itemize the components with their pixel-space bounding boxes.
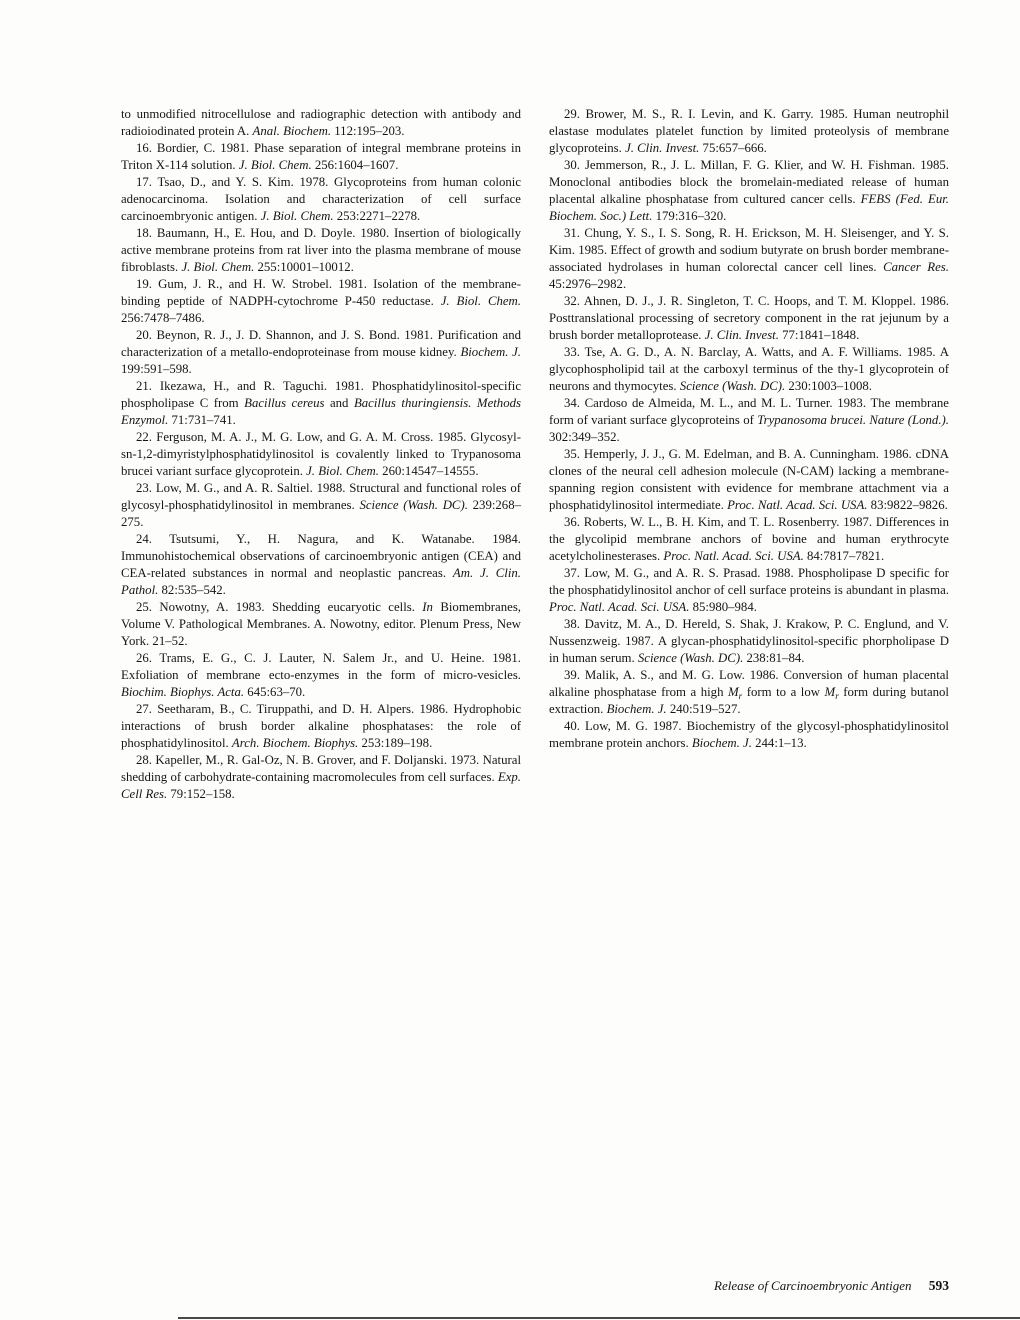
reference-item: 16. Bordier, C. 1981. Phase separation of integral membrane proteins in Triton X-114 solution. J. Biol. Chem. 256:1604–1607. bbox=[121, 141, 521, 172]
reference-item: 17. Tsao, D., and Y. S. Kim. 1978. Glycoproteins from human colonic adenocarcinoma. Isolation and characterization of cell surface carcinoembryonic antigen. J. Biol. Chem. 253:2271–2278. bbox=[121, 175, 521, 223]
left-column bbox=[121, 106, 521, 803]
scan-artifact-line bbox=[178, 1317, 1020, 1319]
reference-item: 36. Roberts, W. L., B. H. Kim, and T. L. Rosenberry. 1987. Differences in the glycolipid membrane anchors of bovine and human erythrocyte acetylcholinesterases. Proc. Natl. Acad. Sci. USA. 84:7817–7821. bbox=[549, 515, 949, 563]
reference-item: 24. Tsutsumi, Y., H. Nagura, and K. Watanabe. 1984. Immunohistochemical observations of carcinoembryonic antigen (CEA) and CEA-related substances in normal and neoplastic pancreas. Am. J. Clin. Pathol. 82:535–542. bbox=[121, 532, 521, 597]
reference-item: 32. Ahnen, D. J., J. R. Singleton, T. C. Hoops, and T. M. Kloppel. 1986. Posttranslational processing of secretory component in the rat jejunum by a brush border metalloprotease. J. Clin. Invest. 77:1841–1848. bbox=[549, 294, 949, 342]
reference-item: 33. Tse, A. G. D., A. N. Barclay, A. Watts, and A. F. Williams. 1985. A glycophospholipid tail at the carboxyl terminus of the thy-1 glycoprotein of neurons and thymocytes. Science (Wash. DC). 230:1003–1008. bbox=[549, 345, 949, 393]
reference-item: 26. Trams, E. G., C. J. Lauter, N. Salem Jr., and U. Heine. 1981. Exfoliation of membrane ecto-enzymes in the form of micro-vesicles. Biochim. Biophys. Acta. 645:63–70. bbox=[121, 651, 521, 699]
reference-item: 38. Davitz, M. A., D. Hereld, S. Shak, J. Krakow, P. C. Englund, and V. Nussenzweig. 1987. A glycan-phosphatidylinositol-specific phorpholipase D in human serum. Science (Wash. DC). 238:81–84. bbox=[549, 617, 949, 665]
reference-item: 37. Low, M. G., and A. R. S. Prasad. 1988. Phospholipase D specific for the phosphatidylinositol anchor of cell surface proteins is abundant in plasma. Proc. Natl. Acad. Sci. USA. 85:980–984. bbox=[549, 566, 949, 614]
reference-item: 22. Ferguson, M. A. J., M. G. Low, and G. A. M. Cross. 1985. Glycosyl-sn-1,2-dimyristylphosphatidylinositol is covalently linked to Trypanosoma brucei variant surface glycoprotein. J. Biol. Chem. 260:14547–14555. bbox=[121, 430, 521, 478]
reference-item: 34. Cardoso de Almeida, M. L., and M. L. Turner. 1983. The membrane form of variant surface glycoproteins of Trypanosoma brucei. Nature (Lond.). 302:349–352. bbox=[549, 396, 949, 444]
reference-item: 29. Brower, M. S., R. I. Levin, and K. Garry. 1985. Human neutrophil elastase modulates platelet function by limited proteolysis of membrane glycoproteins. J. Clin. Invest. 75:657–666. bbox=[549, 107, 949, 155]
reference-item: 31. Chung, Y. S., I. S. Song, R. H. Erickson, M. H. Sleisenger, and Y. S. Kim. 1985. Effect of growth and sodium butyrate on brush border membrane-associated hydrolases in human colorectal cancer cell lines. Cancer Res. 45:2976–2982. bbox=[549, 226, 949, 291]
reference-item: 39. Malik, A. S., and M. G. Low. 1986. Conversion of human placental alkaline phosphatase from a high $M_r$ form to a low $M_r$ form during butanol extraction. Biochem. J. 240:519–527. bbox=[549, 668, 949, 716]
reference-item: 18. Baumann, H., E. Hou, and D. Doyle. 1980. Insertion of biologically active membrane proteins from rat liver into the plasma membrane of mouse fibroblasts. J. Biol. Chem. 255:10001–10012. bbox=[121, 226, 521, 274]
reference-item: 40. Low, M. G. 1987. Biochemistry of the glycosyl-phosphatidylinositol membrane protein anchors. Biochem. J. 244:1–13. bbox=[549, 719, 949, 750]
footer-page-number: 593 bbox=[928, 1278, 949, 1293]
reference-item: 35. Hemperly, J. J., G. M. Edelman, and B. A. Cunningham. 1986. cDNA clones of the neural cell adhesion molecule (N-CAM) lacking a membrane-spanning region consistent with evidence for membrane attachment via a phosphatidylinositol intermediate. Proc. Natl. Acad. Sci. USA. 83:9822–9826. bbox=[549, 447, 949, 512]
running-footer bbox=[714, 1278, 949, 1294]
right-column bbox=[549, 106, 949, 803]
reference-item: 19. Gum, J. R., and H. W. Strobel. 1981. Isolation of the membrane-binding peptide of NADPH-cytochrome P-450 reductase. J. Biol. Chem. 256:7478–7486. bbox=[121, 277, 521, 325]
reference-item: 20. Beynon, R. J., J. D. Shannon, and J. S. Bond. 1981. Purification and characterization of a metallo-endoproteinase from mouse kidney. Biochem. J. 199:591–598. bbox=[121, 328, 521, 376]
reference-item: 27. Seetharam, B., C. Tiruppathi, and D. H. Alpers. 1986. Hydrophobic interactions of brush border alkaline phosphatases: the role of phosphatidylinositol. Arch. Biochem. Biophys. 253:189–198. bbox=[121, 702, 521, 750]
reference-item: 21. Ikezawa, H., and R. Taguchi. 1981. Phosphatidylinositol-specific phospholipase C from Bacillus cereus and Bacillus thuringiensis. Methods Enzymol. 71:731–741. bbox=[121, 379, 521, 427]
reference-item: 25. Nowotny, A. 1983. Shedding eucaryotic cells. In Biomembranes, Volume V. Pathological Membranes. A. Nowotny, editor. Plenum Press, New York. 21–52. bbox=[121, 600, 521, 648]
references-section bbox=[121, 106, 949, 803]
reference-item: 23. Low, M. G., and A. R. Saltiel. 1988. Structural and functional roles of glycosyl-phosphatidylinositol in membranes. Science (Wash. DC). 239:268–275. bbox=[121, 481, 522, 529]
footer-running-title: Release of Carcinoembryonic Antigen bbox=[714, 1278, 912, 1293]
reference-item: 30. Jemmerson, R., J. L. Millan, F. G. Klier, and W. H. Fishman. 1985. Monoclonal antibodies block the bromelain-mediated release of human placental alkaline phosphatase from cultured cancer cells. FEBS (Fed. Eur. Biochem. Soc.) Lett. 179:316–320. bbox=[549, 158, 949, 223]
continuation-text: to unmodified nitrocellulose and radiographic detection with antibody and radioiodinated protein A. Anal. Biochem. 112:195–203. bbox=[121, 107, 521, 138]
reference-item: 28. Kapeller, M., R. Gal-Oz, N. B. Grover, and F. Doljanski. 1973. Natural shedding of carbohydrate-containing macromolecules from cell surfaces. Exp. Cell Res. 79:152–158. bbox=[121, 753, 521, 801]
